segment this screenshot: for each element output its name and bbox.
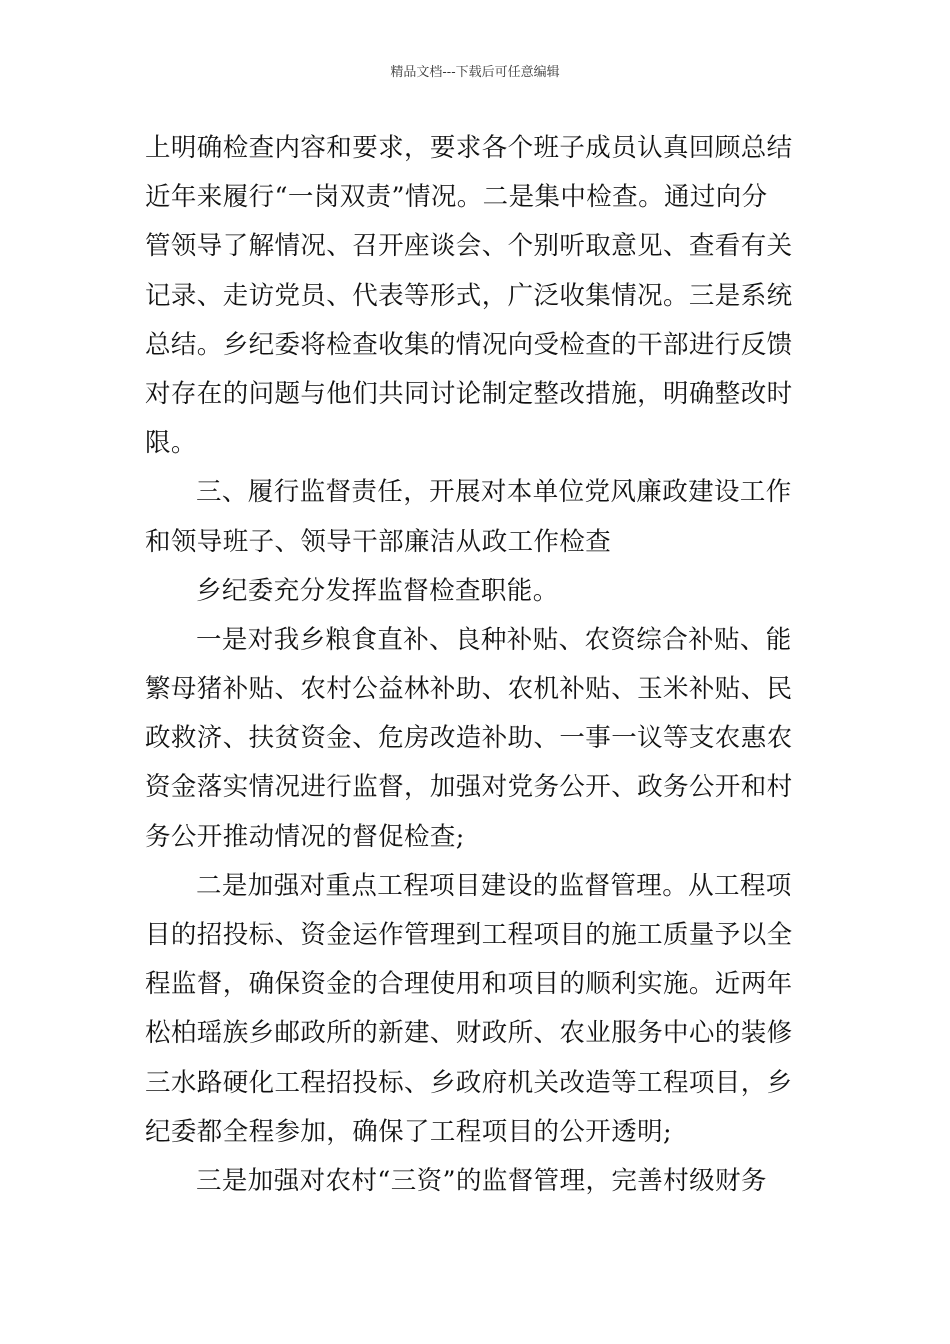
page-header: 精品文档---下载后可任意编辑 [390,65,560,80]
text-line: 和领导班子、领导干部廉洁从政工作检查 [145,526,612,557]
text-line: 一是对我乡粮食直补、良种补贴、农资综合补贴、能 [196,624,792,655]
document-body [145,124,810,1206]
text-line: 三水路硬化工程招投标、乡政府机关改造等工程项目，乡 [145,1067,793,1098]
text-line: 近年来履行“一岗双责”情况。二是集中检查。通过向分 [145,182,768,213]
text-line: 总结。乡纪委将检查收集的情况向受检查的干部进行反馈 [145,329,793,360]
text-line: 目的招投标、资金运作管理到工程项目的施工质量予以全 [145,920,793,950]
text-line: 乡纪委充分发挥监督检查职能。 [196,575,559,606]
text-line: 资金落实情况进行监督，加强对党务公开、政务公开和村 [145,772,793,803]
text-line: 二是加强对重点工程项目建设的监督管理。从工程项 [196,870,792,901]
text-line: 松柏瑶族乡邮政所的新建、财政所、农业服务中心的装修 [145,1018,793,1049]
text-line: 三是加强对农村“三资”的监督管理，完善村级财务 [196,1165,767,1196]
text-line: 对存在的问题与他们共同讨论制定整改措施，明确整改时 [145,378,793,409]
text-line: 管领导了解情况、召开座谈会、个别听取意见、查看有关 [145,231,793,262]
text-line: 记录、走访党员、代表等形式，广泛收集情况。三是系统 [145,280,793,311]
text-line: 程监督，确保资金的合理使用和项目的顺利实施。近两年 [145,969,793,1000]
text-line: 限。 [145,428,197,459]
text-line: 政救济、扶贫资金、危房改造补助、一事一议等支农惠农 [145,723,793,754]
text-line: 务公开推动情况的督促检查; [145,821,465,852]
text-line: 三、履行监督责任，开展对本单位党风廉政建设工作 [196,477,792,508]
text-line: 纪委都全程参加，确保了工程项目的公开透明; [145,1116,672,1147]
text-line: 繁母猪补贴、农村公益林补助、农机补贴、玉米补贴、民 [145,674,793,705]
text-line: 上明确检查内容和要求，要求各个班子成员认真回顾总结 [145,133,793,163]
